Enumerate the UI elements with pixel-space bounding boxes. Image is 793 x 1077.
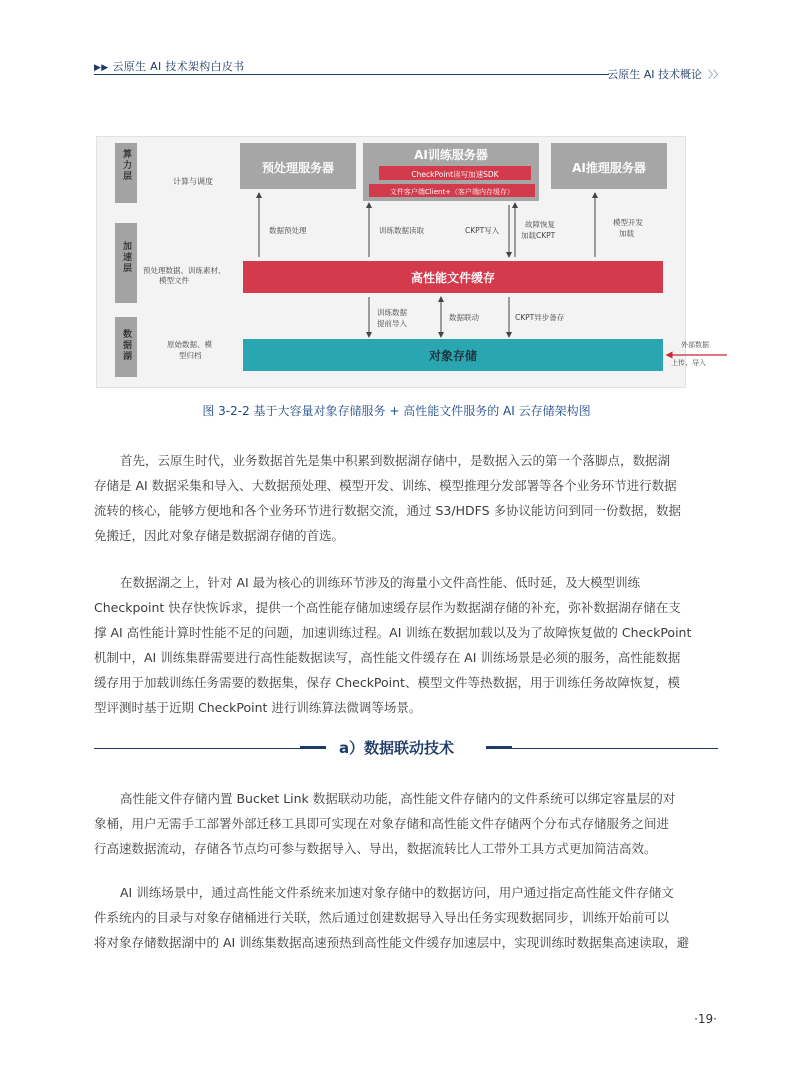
layer-label-data: 数据湖	[121, 329, 131, 362]
left-label-compute: 计算与调度	[173, 177, 213, 186]
arrow-label-import-1: 训练数据	[377, 308, 407, 317]
paragraph-line: 象桶，用户无需手工部署外部迁移工具即可实现在对象存储和高性能文件存储两个分布式存储服务之间进	[94, 816, 670, 831]
paragraph-line: 高性能文件存储内置 Bucket Link 数据联动功能，高性能文件存储内的文件系统可以绑定容量层的对	[120, 791, 676, 806]
checkpoint-sdk-label: CheckPoint读写加速SDK	[411, 170, 499, 179]
arrow-label-fault-2: 加载CKPT	[521, 231, 556, 240]
paragraph-line: 件系统内的目录与对象存储桶进行关联，然后通过创建数据导入导出任务实现数据同步，训练开始前可以	[94, 910, 670, 925]
paragraph-2	[94, 570, 718, 720]
paragraph-line: 行高速数据流动，存储各节点均可参与数据导入、导出，数据流转比人工带外工具方式更加简洁高效。	[94, 841, 657, 856]
double-chevron-right-icon: 〉〉	[708, 70, 723, 81]
file-cache-label: 高性能文件缓存	[410, 271, 496, 285]
section-rule-right	[486, 748, 718, 749]
arrow-label-train-read: 训练数据读取	[379, 226, 424, 235]
document-title: ▶▶ 云原生 AI 技术架构白皮书	[94, 60, 245, 73]
arrow-label-external-2: 上传、导入	[671, 359, 706, 367]
inference-server-label: AI推理服务器	[572, 161, 646, 175]
paragraph-line: 将对象存储数据湖中的 AI 训练集数据高速预热到高性能文件缓存加速层中，实现训练时数据集高速读取，避	[94, 935, 690, 950]
paragraph-line: AI 训练场景中，通过高性能文件系统来加速对象存储中的数据访问，用户通过指定高性能文件存储文	[120, 885, 674, 900]
paragraph-line: 流转的核心，能够方便地和各个业务环节进行数据交流，通过 S3/HDFS 多协议能访问到同一份数据，数据	[94, 503, 681, 518]
paragraph-line: 撑 AI 高性能计算时性能不足的问题，加速训练过程。AI 训练在数据加载以及为了故障恢复做的 CheckPoint	[94, 625, 692, 640]
arrow-label-fault-1: 故障恢复	[525, 220, 555, 229]
header-rule	[94, 74, 609, 75]
paragraph-3	[94, 786, 718, 861]
paragraph-1	[94, 448, 718, 548]
figure-caption: 图 3-2-2 基于大容量对象存储服务 + 高性能文件服务的 AI 云存储架构图	[202, 404, 591, 418]
arrow-label-preprocess: 数据预处理	[269, 226, 307, 235]
paragraph-line: 免搬迁，因此对象存储是数据湖存储的首选。	[94, 528, 345, 543]
arrow-label-external-1: 外部数据	[681, 341, 709, 349]
paragraph-line: 型评测时基于近期 CheckPoint 进行训练算法微调等场景。	[94, 700, 422, 715]
layer-label-compute: 算力层	[121, 149, 131, 182]
object-storage-label: 对象存储	[428, 349, 478, 363]
left-label-accel-1: 预处理数据、训练素材、	[143, 266, 226, 275]
paragraph-line: 在数据湖之上，针对 AI 最为核心的训练环节涉及的海量小文件高性能、低时延，及大模型训练	[120, 575, 641, 590]
paragraph-line: 首先，云原生时代，业务数据首先是集中积累到数据湖存储中，是数据入云的第一个落脚点，数据湖	[120, 453, 671, 468]
section-title: 云原生 AI 技术概论 〉〉	[607, 68, 723, 81]
paragraph-line: 机制中，AI 训练集群需要进行高性能数据读写，高性能文件缓存在 AI 训练场景是必须的服务，高性能数据	[94, 650, 681, 665]
paragraph-line: 存储是 AI 数据采集和导入、大数据预处理、模型开发、训练、模型推理分发部署等各个业务环节进行数据	[94, 478, 677, 493]
architecture-diagram	[96, 136, 709, 388]
paragraph-line: 缓存用于加载训练任务需要的数据集，保存 CheckPoint、模型文件等热数据，用于训练任务故障恢复，模	[94, 675, 680, 690]
left-label-data-1: 原始数据、模	[167, 340, 212, 349]
arrow-label-ckpt-write: CKPT写入	[465, 226, 500, 235]
section-heading: a）数据联动技术	[338, 739, 455, 757]
arrow-label-import-2: 提前导入	[377, 319, 407, 328]
double-arrow-icon: ▶▶	[94, 63, 109, 73]
preprocess-server-label: 预处理服务器	[261, 161, 335, 175]
arrow-label-model-1: 模型开发	[613, 218, 643, 227]
left-label-data-2: 型归档	[179, 351, 202, 360]
paragraph-4	[94, 880, 718, 955]
layer-label-accel: 加速层	[121, 241, 131, 274]
page-number: ·19·	[694, 1012, 717, 1026]
arrow-label-data-link: 数据联动	[449, 313, 479, 322]
left-label-accel-2: 模型文件	[159, 276, 189, 285]
file-client-label: 文件客户端Client+（客户端内存缓存）	[389, 188, 515, 196]
training-server-label: AI训练服务器	[414, 148, 488, 162]
arrow-label-ckpt-async: CKPT异步备存	[515, 313, 565, 322]
paragraph-line: Checkpoint 快存快恢诉求，提供一个高性能存储加速缓存层作为数据湖存储的补充，弥补数据湖存储在支	[94, 600, 681, 615]
arrow-label-model-2: 加载	[619, 229, 634, 238]
